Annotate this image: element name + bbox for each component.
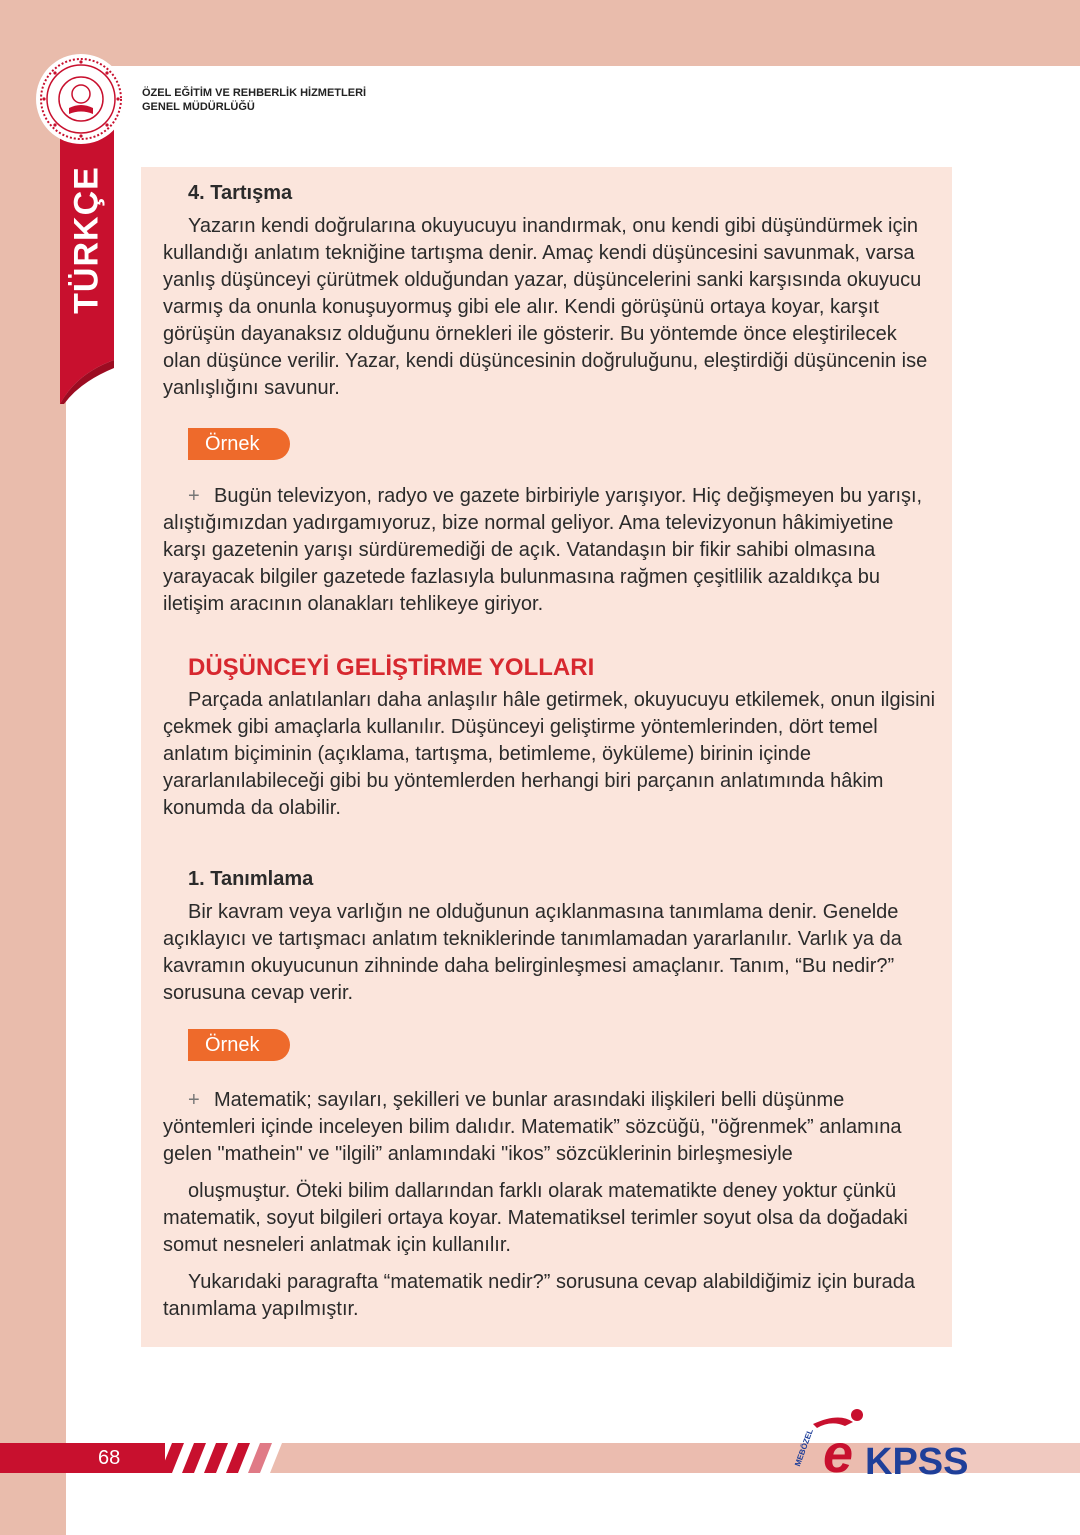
ekpss-logo [783,1402,969,1484]
ministry-name [142,86,366,114]
example-paragraph-2 [163,1087,938,1168]
logo-brand-name: KPSS [865,1441,969,1483]
footer-stripes [150,1443,300,1473]
top-band [0,0,1080,66]
example-text-1: Bugün televizyon, radyo ve gazete birbiriyle yarışıyor. Hiç değişmeyen bu yarışı, alıştığımızdan yadırgamıyoruz, bize normal geliyor. Ama televizyonun hâkimiyetine karşı gazetenin yarışı sürdüremediği de açık. Vatandaşın bir fikir sahibi olmasına yarayacak bilgiler gazetede fazlasıyla bulunmasına rağmen çeşitlilik azaldıkça bu iletişim aracının olanakları tehlikeye giriyor. [163,485,923,615]
plus-icon: + [188,485,200,507]
example-paragraph-1 [163,483,938,618]
footer-bar-light [950,1443,1080,1473]
logo-prefix: MEBÖZEL [793,1427,815,1468]
tanimlama-paragraph: Bir kavram veya varlığın ne olduğunun açıklanmasına tanımlama denir. Genelde açıklayıcı ve tartışmacı anlatım tekniklerinde tanımlamadan yararlanılır. Varlık ya da kavramın okuyucunun zihninde daha belirginleşmesi amaçlanır. Tanım, “Bu nedir?” sorusuna cevap verir. [163,901,902,1004]
subject-label: TÜRKÇE [67,166,106,314]
ministry-name-line1: ÖZEL EĞİTİM VE REHBERLİK HİZMETLERİ [142,87,367,99]
plus-icon: + [188,1089,200,1111]
dusunce-paragraph: Parçada anlatılanları daha anlaşılır hâle getirmek, okuyucuyu etkilemek, onun ilgisini çekmek gibi amaçlarla kullanılır. Düşünceyi geliştirme yöntemlerinden, dört temel anlatım biçiminin (açıklama, tartışma, betimleme, öyküleme) birinin içinde yararlanılabileceği gibi bu yöntemlerden herhangi biri parçanın anlatımında hâkim konumda da olabilir. [163,689,936,819]
page-number-bar [0,1443,165,1473]
example-text-2a: Matematik; sayıları, şekilleri ve bunlar arasındaki ilişkileri belli düşünme yöntemleri içinde inceleyen bilim dalıdır. Matematik” sözcüğü, "öğrenmek” anlamına gelen "mathein" ve "ilgili” anlamındaki "ikos” sözcüklerinin birleşmesiyle [163,1089,902,1165]
logo-head-icon [851,1409,863,1421]
example-badge-2: Örnek [188,1029,290,1061]
section-heading-tartisma: 4. Tartışma [188,182,293,204]
logo-e-letter: e [823,1424,854,1484]
ministry-seal-logo [36,54,126,144]
seal-icon [36,54,126,144]
ministry-name-line2: GENEL MÜDÜRLÜĞÜ [142,101,255,113]
example-text-2b: oluşmuştur. Öteki bilim dallarından farklı olarak matematikte deney yoktur çünkü matematik, soyut bilgileri ortaya koyar. Matematiksel terimler soyut olsa da doğadaki somut nesneleri anlatmak için kullanılır. [163,1180,908,1256]
tanimlama-conclusion: Yukarıdaki paragrafta “matematik nedir?” sorusuna cevap alabildiğimiz için burada tanımlama yapılmıştır. [163,1271,916,1320]
section-heading-tanimlama: 1. Tanımlama [188,868,314,890]
page-content [163,180,938,1323]
section-heading-dusunce: DÜŞÜNCEYİ GELİŞTİRME YOLLARI [188,654,595,681]
example-badge-1: Örnek [188,428,290,460]
page-number: 68 [98,1447,121,1469]
tartisma-paragraph: Yazarın kendi doğrularına okuyucuyu inandırmak, onu kendi gibi düşündürmek için kullandığı anlatım tekniğine tartışma denir. Amaç kendi düşüncesini savunmak, varsa yanlış düşünceyi çürütmek olduğundan yazar, düşüncelerini sanki karşısında okuyucu varmış da onunla konuşuyormuş gibi ele alır. Kendi görüşünü ortaya koyar, karşıt görüşün dayanaksız olduğunu örnekleri ile gösterir. Bu yöntemde önce eleştirilecek olan düşünce verilir. Yazar, kendi düşüncesinin doğruluğunu, eleştirdiği düşüncenin ise yanlışlığını savunur. [163,215,928,399]
